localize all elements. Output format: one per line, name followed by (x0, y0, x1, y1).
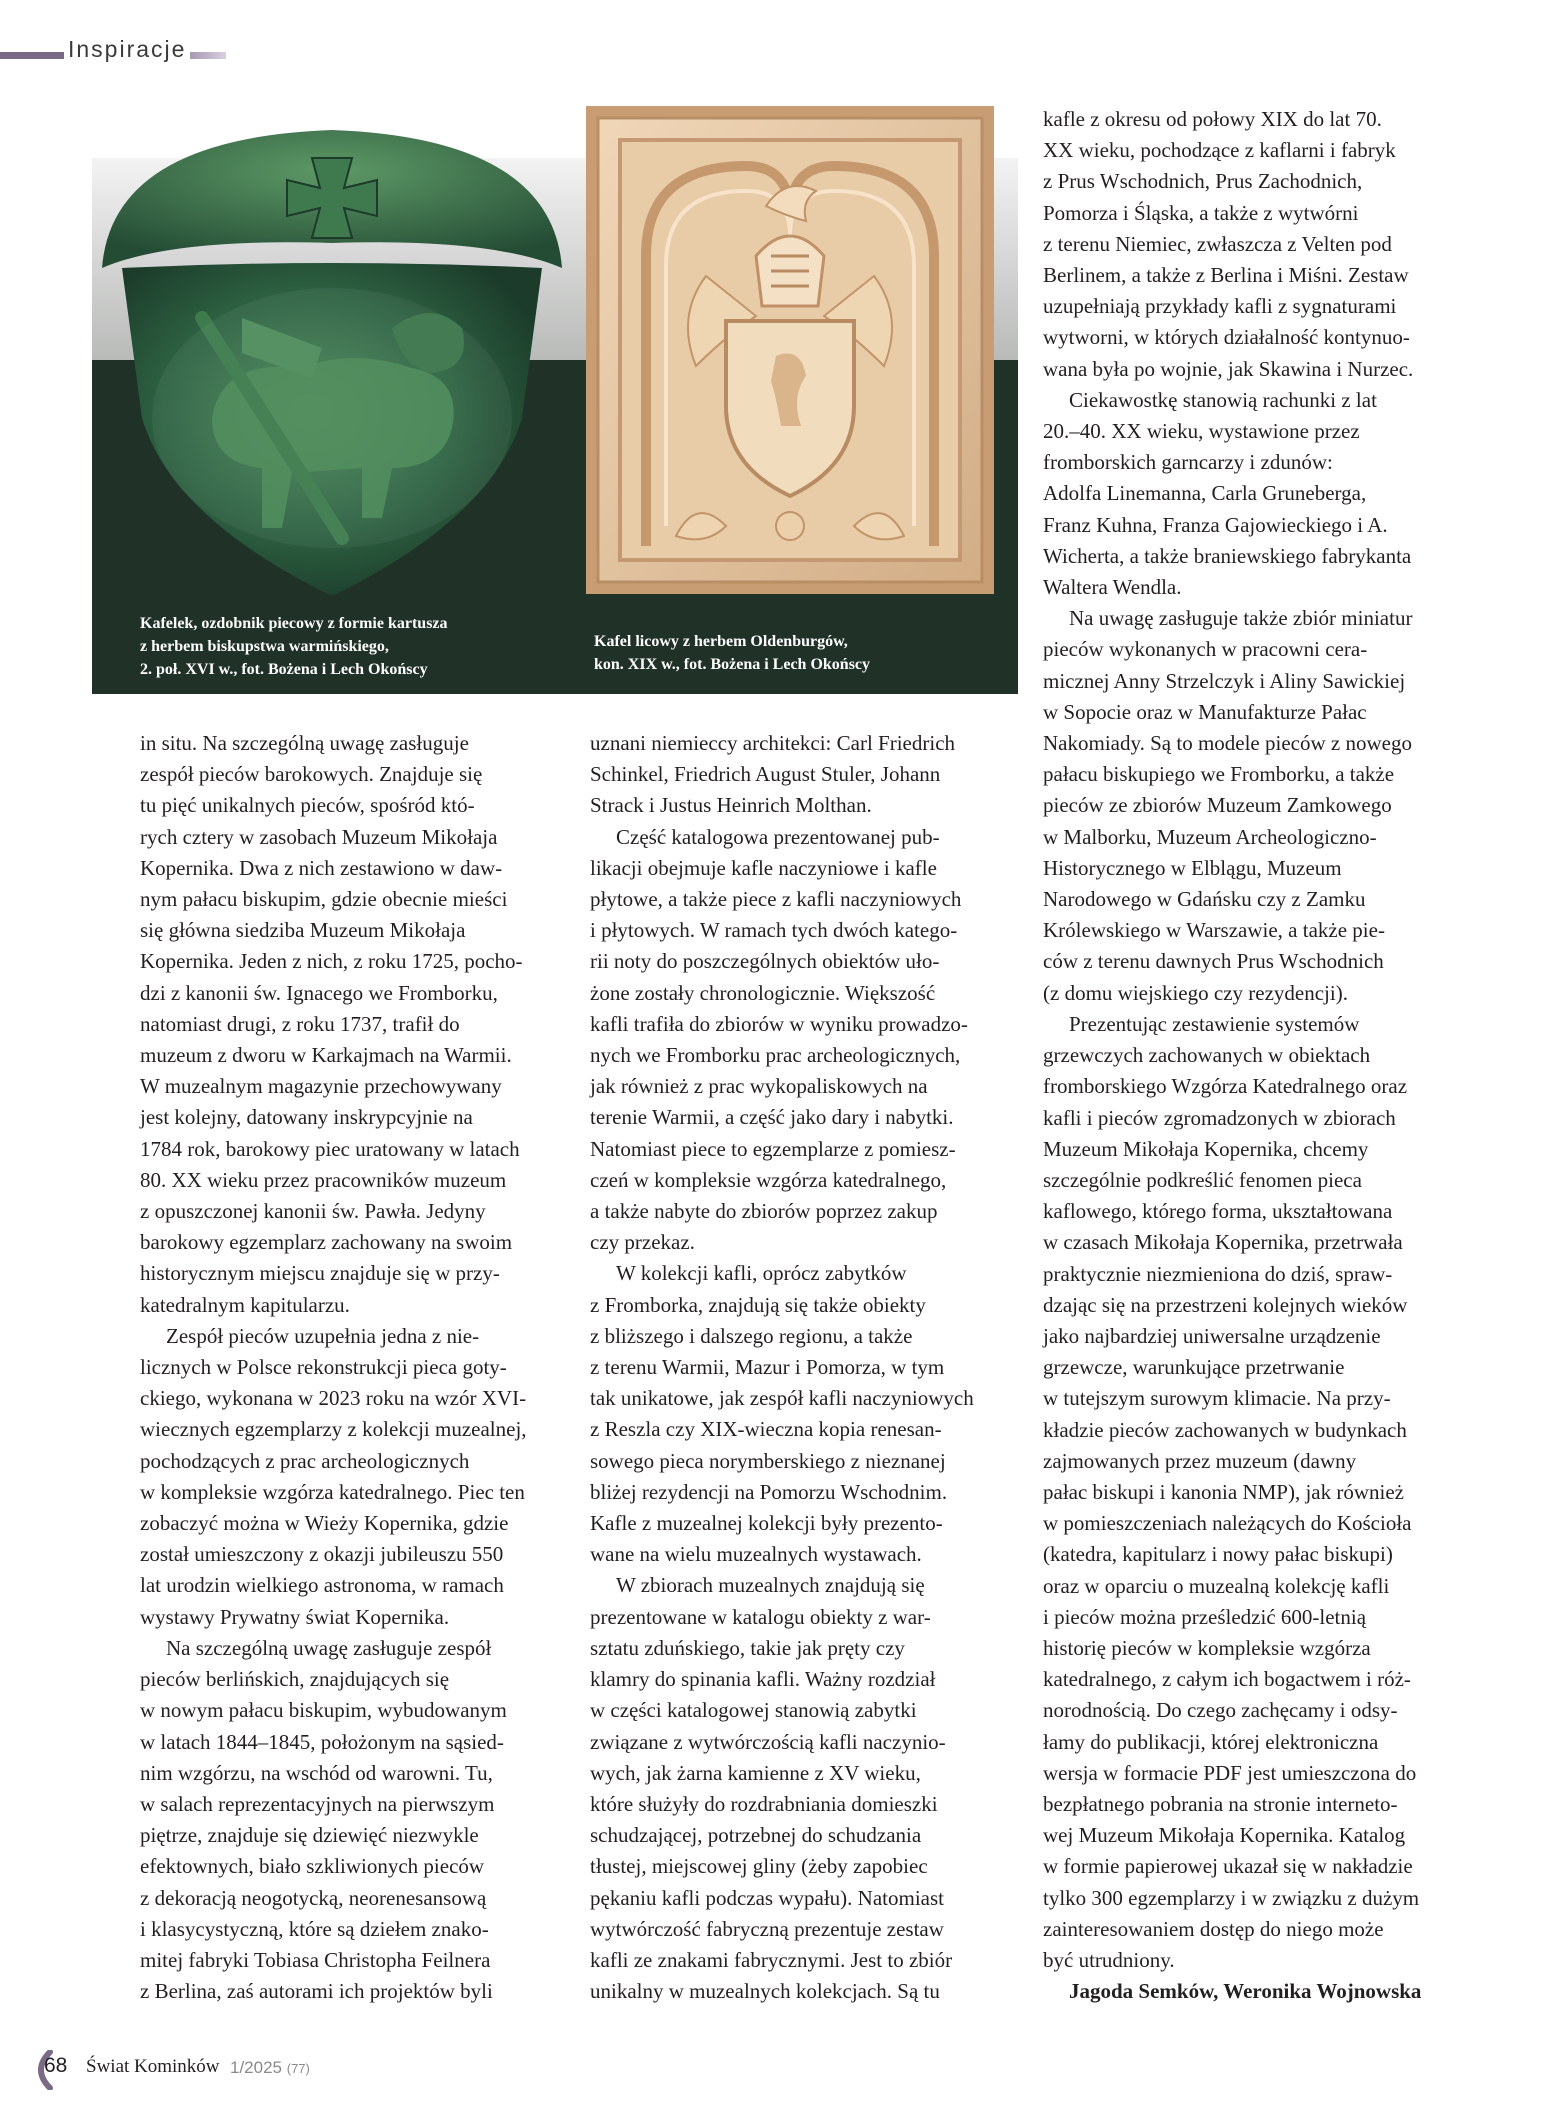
text-line: fromborskiego Wzgórza Katedralnego oraz (1043, 1074, 1408, 1099)
text-line: grzewczych zachowanych w obiektach (1043, 1043, 1371, 1068)
text-line: w części katalogowej stanowią zabytki (590, 1698, 917, 1723)
text-line: schudzającej, potrzebnej do schudzania (590, 1823, 922, 1848)
text-line: kafli trafiła do zbiorów w wyniku prowadzo- (590, 1011, 968, 1036)
text-line: historię pieców w kompleksie wzgórza (1043, 1635, 1371, 1660)
text-line: być utrudniony. (1043, 1947, 1175, 1972)
issue-sequence: (77) (286, 2061, 310, 2076)
text-line: fromborskich garncarzy i zdunów: (1043, 450, 1333, 475)
text-line: Na szczególną uwagę zasługuje zespół (166, 1635, 492, 1660)
text-line: wych, jak żarna kamienne z XV wieku, (590, 1760, 921, 1785)
text-line: historycznym miejscu znajduje się w przy- (140, 1261, 500, 1286)
text-line: Zespół pieców uzupełnia jedna z nie- (166, 1323, 480, 1348)
text-line: wej Muzeum Mikołaja Kopernika. Katalog (1043, 1823, 1406, 1848)
text-line: kładzie pieców zachowanych w budynkach (1043, 1417, 1407, 1442)
text-line: efektownych, biało szkliwionych pieców (140, 1854, 485, 1879)
text-line: kafle z okresu od połowy XIX do lat 70. (1043, 107, 1382, 131)
text-line: w latach 1844–1845, położonym na sąsied- (140, 1729, 504, 1754)
text-line: Franz Kuhna, Franza Gajowieckiego i A. (1043, 512, 1388, 537)
text-line: uznani niemieccy architekci: Carl Friedrich (590, 731, 956, 755)
text-line: prezentowane w katalogu obiekty z war- (590, 1604, 931, 1629)
text-line: grzewcze, warunkujące przetrwanie (1043, 1355, 1345, 1380)
text-line: łamy do publikacji, której elektroniczna (1043, 1729, 1379, 1754)
article-authors: Jagoda Semków, Weronika Wojnowska (1069, 1979, 1422, 2004)
text-line: terenie Warmii, a część jako dary i nabytki. (590, 1105, 954, 1130)
magazine-name: Świat Kominków (86, 2056, 220, 2077)
text-line: W kolekcji kafli, oprócz zabytków (616, 1261, 907, 1286)
text-line: muzeum z dworu w Karkajmach na Warmii. (140, 1043, 512, 1068)
text-line: kaflowego, którego forma, ukształtowana (1043, 1199, 1393, 1224)
text-line: czy przekaz. (590, 1230, 695, 1255)
text-line: mitej fabryki Tobiasa Christopha Feilnera (140, 1947, 491, 1972)
text-line: Strack i Justus Heinrich Molthan. (590, 793, 872, 818)
text-line: pochodzących z prac archeologicznych (140, 1448, 470, 1473)
text-line: 80. XX wieku przez pracowników muzeum (140, 1167, 507, 1192)
text-column-3 (1043, 104, 1421, 2007)
text-line: kafli ze znakami fabrycznymi. Jest to zbiór (590, 1947, 953, 1972)
caption-right (594, 630, 974, 676)
text-line: bezpłatnego pobrania na stronie interneto- (1043, 1791, 1398, 1816)
photo-green-cartouche-tile (92, 118, 572, 598)
text-line: natomiast drugi, z roku 1737, trafił do (140, 1011, 460, 1036)
text-line: z dekoracją neogotycką, neorenesansową (140, 1885, 487, 1910)
text-line: Kafle z muzealnej kolekcji były prezento- (590, 1511, 943, 1536)
text-line: tu pięć unikalnych pieców, spośród któ- (140, 793, 475, 818)
text-line: z Prus Wschodnich, Prus Zachodnich, (1043, 169, 1363, 194)
text-line: pieców ze zbiorów Muzeum Zamkowego (1043, 793, 1392, 818)
text-line: ckiego, wykonana w 2023 roku na wzór XVI- (140, 1386, 527, 1411)
text-line: z bliższego i dalszego regionu, a także (590, 1323, 913, 1348)
text-line: lat urodzin wielkiego astronoma, w ramach (140, 1573, 504, 1598)
text-line: Nakomiady. Są to modele pieców z nowego (1043, 731, 1412, 756)
text-line: tylko 300 egzemplarzy i w związku z dużym (1043, 1885, 1420, 1910)
caption-line: kon. XIX w., fot. Bożena i Lech Okońscy (594, 656, 871, 673)
text-line: Narodowego w Gdańsku czy z Zamku (1043, 887, 1366, 912)
text-line: w tutejszym surowym klimacie. Na przy- (1043, 1386, 1391, 1411)
text-line: (z domu wiejskiego czy rezydencji). (1043, 980, 1348, 1005)
text-line: czeń w kompleksie wzgórza katedralnego, (590, 1167, 947, 1192)
text-line: Część katalogowa prezentowanej pub- (616, 824, 940, 849)
text-line: katedralnego, z całym ich bogactwem i róż- (1043, 1667, 1411, 1692)
text-line: w czasach Mikołaja Kopernika, przetrwała (1043, 1230, 1403, 1255)
text-line: pękaniu kafli podczas wypału). Natomiast (590, 1885, 944, 1910)
text-line: z terenu Warmii, Mazur i Pomorza, w tym (590, 1355, 945, 1380)
text-line: licznych w Polsce rekonstrukcji pieca goty- (140, 1355, 507, 1380)
text-line: in situ. Na szczególną uwagę zasługuje (140, 731, 469, 755)
text-line: Ciekawostkę stanowią rachunki z lat (1069, 387, 1377, 412)
text-line: w pomieszczeniach należących do Kościoła (1043, 1511, 1412, 1536)
text-line: micznej Anny Strzelczyk i Aliny Sawickiej (1043, 668, 1406, 693)
text-line: w kompleksie wzgórza katedralnego. Piec ten (140, 1479, 525, 1504)
text-line: praktycznie niezmieniona do dziś, spraw- (1043, 1261, 1393, 1286)
text-line: Pomorza i Śląska, a także z wytwórni (1043, 200, 1359, 225)
text-line: tak unikatowe, jak zespół kafli naczyniowych (590, 1386, 974, 1411)
text-line: nym pałacu biskupim, gdzie obecnie mieści (140, 887, 508, 912)
text-line: z Fromborka, znajdują się także obiekty (590, 1292, 926, 1317)
text-line: bliżej rezydencji na Pomorzu Wschodnim. (590, 1479, 948, 1504)
text-line: zobaczyć można w Wieży Kopernika, gdzie (140, 1511, 509, 1536)
text-line: nych we Fromborku prac archeologicznych, (590, 1043, 961, 1068)
text-line: szczególnie podkreślić fenomen pieca (1043, 1167, 1362, 1192)
text-line: żone zostały chronologicznie. Większość (590, 980, 936, 1005)
page-number: 68 (44, 2054, 68, 2077)
text-line: Historycznego w Elblągu, Muzeum (1043, 855, 1342, 880)
text-line: zespół pieców barokowych. Znajduje się (140, 762, 483, 787)
text-line: Natomiast piece to egzemplarze z pomiesz- (590, 1136, 956, 1161)
text-line: tłustej, miejscowej gliny (żeby zapobiec (590, 1854, 928, 1879)
text-line: Prezentując zestawienie systemów (1069, 1011, 1360, 1036)
text-line: jest kolejny, datowany inskrypcyjnie na (140, 1105, 473, 1130)
text-line: sztatu zduńskiego, takie jak pręty czy (590, 1635, 905, 1660)
caption-line: z herbem biskupstwa warmińskiego, (140, 638, 389, 655)
text-line: Królewskiego w Warszawie, a także pie- (1043, 918, 1385, 943)
text-line: sowego pieca norymberskiego z nieznanej (590, 1448, 946, 1473)
photo-beige-relief-tile (586, 106, 994, 594)
text-line: i pieców można prześledzić 600-letnią (1043, 1604, 1367, 1629)
text-line: kafli i pieców zgromadzonych w zbiorach (1043, 1105, 1396, 1130)
text-line: w Sopocie oraz w Manufakturze Pałac (1043, 699, 1367, 724)
text-line: z Reszla czy XIX-wieczna kopia renesan- (590, 1417, 942, 1442)
text-line: wytwórczość fabryczną prezentuje zestaw (590, 1916, 944, 1941)
text-line: jako najbardziej uniwersalne urządzenie (1043, 1323, 1381, 1348)
header-accent-bar (0, 52, 64, 59)
text-line: wystawy Prywatny świat Kopernika. (140, 1604, 450, 1629)
text-line: wersja w formacie PDF jest umieszczona do (1043, 1760, 1417, 1785)
text-line: likacji obejmuje kafle naczyniowe i kafle (590, 855, 937, 880)
text-line: które służyły do rozdrabniania domieszki (590, 1791, 938, 1816)
text-line: XX wieku, pochodzące z kaflarni i fabryk (1043, 138, 1396, 163)
text-line: oraz w oparciu o muzealną kolekcję kafli (1043, 1573, 1390, 1598)
text-line: dzając się na przestrzeni kolejnych wieków (1043, 1292, 1408, 1317)
text-line: z terenu Niemiec, zwłaszcza z Velten pod (1043, 231, 1392, 256)
text-line: pałac biskupi i kanonia NMP), jak również (1043, 1479, 1404, 1504)
text-line: pałacu biskupiego we Fromborku, a także (1043, 762, 1395, 787)
text-line: Berlinem, a także z Berlina i Miśni. Zestaw (1043, 263, 1409, 288)
text-line: W muzealnym magazynie przechowywany (140, 1074, 502, 1099)
text-line: i płytowych. W ramach tych dwóch katego- (590, 918, 958, 943)
text-line: w formie papierowej ukazał się w nakładzie (1043, 1854, 1413, 1879)
text-line: się główna siedziba Muzeum Mikołaja (140, 918, 466, 943)
text-line: z opuszczonej kanonii św. Pawła. Jedyny (140, 1199, 486, 1224)
text-line: Adolfa Linemanna, Carla Gruneberga, (1043, 481, 1367, 506)
text-line: w nowym pałacu biskupim, wybudowanym (140, 1698, 507, 1723)
text-line: wana była po wojnie, jak Skawina i Nurzec. (1043, 356, 1414, 381)
text-line: pieców berlińskich, znajdujących się (140, 1667, 450, 1692)
text-line: zainteresowaniem dostęp do niego może (1043, 1916, 1384, 1941)
text-line: piętrze, znajduje się dziewięć niezwykle (140, 1823, 479, 1848)
text-column-1 (140, 728, 527, 2007)
text-column-2 (590, 728, 974, 2007)
header-accent-gradient (190, 52, 226, 59)
section-label: Inspiracje (68, 36, 187, 62)
text-line: z Berlina, zaś autorami ich projektów byli (140, 1979, 493, 2004)
text-line: (katedra, kapitularz i nowy pałac biskupi) (1043, 1542, 1393, 1567)
caption-left (140, 612, 560, 681)
text-line: związane z wytwórczością kafli naczynio- (590, 1729, 946, 1754)
text-line: w Malborku, Muzeum Archeologiczno- (1043, 824, 1377, 849)
text-line: jak również z prac wykopaliskowych na (590, 1074, 928, 1099)
text-line: 20.–40. XX wieku, wystawione przez (1043, 419, 1360, 444)
text-line: Waltera Wendla. (1043, 575, 1182, 600)
text-line: ców z terenu dawnych Prus Wschodnich (1043, 949, 1384, 974)
text-line: katedralnym kapitularzu. (140, 1292, 350, 1317)
text-line: w salach reprezentacyjnych na pierwszym (140, 1791, 495, 1816)
text-line: zajmowanych przez muzeum (dawny (1043, 1448, 1357, 1473)
text-line: W zbiorach muzealnych znajdują się (616, 1573, 925, 1598)
issue-number: 1/2025 (230, 2058, 282, 2077)
text-line: barokowy egzemplarz zachowany na swoim (140, 1230, 513, 1255)
text-line: 1784 rok, barokowy piec uratowany w latach (140, 1136, 520, 1161)
text-line: nim wzgórzu, na wschód od warowni. Tu, (140, 1760, 493, 1785)
text-line: został umieszczony z okazji jubileuszu 550 (140, 1542, 504, 1567)
caption-line: 2. poł. XVI w., fot. Bożena i Lech Okońscy (140, 661, 428, 678)
text-line: Muzeum Mikołaja Kopernika, chcemy (1043, 1136, 1369, 1161)
text-line: Schinkel, Friedrich August Stuler, Johann (590, 762, 941, 787)
caption-line: Kafelek, ozdobnik piecowy z formie kartusza (140, 615, 448, 632)
issue-label (230, 2058, 310, 2078)
text-line: klamry do spinania kafli. Ważny rozdział (590, 1667, 936, 1692)
text-line: rii noty do poszczególnych obiektów uło- (590, 949, 940, 974)
text-line: Na uwagę zasługuje także zbiór miniatur (1069, 606, 1413, 631)
text-line: Kopernika. Dwa z nich zestawiono w daw- (140, 855, 503, 880)
text-line: Kopernika. Jeden z nich, z roku 1725, pocho- (140, 949, 523, 974)
text-line: wytworni, w których działalność kontynuo- (1043, 325, 1410, 350)
text-line: dzi z kanonii św. Ignacego we Fromborku, (140, 980, 498, 1005)
text-line: i klasycystyczną, które są dziełem znako- (140, 1916, 489, 1941)
text-line: norodnością. Do czego zachęcamy i odsy- (1043, 1698, 1398, 1723)
text-line: płytowe, a także piece z kafli naczyniowych (590, 887, 962, 912)
text-line: unikalny w muzealnych kolekcjach. Są tu (590, 1979, 940, 2004)
text-line: rych cztery w zasobach Muzeum Mikołaja (140, 824, 498, 849)
text-line: wiecznych egzemplarzy z kolekcji muzealnej, (140, 1417, 527, 1442)
text-line: Wicherta, a także braniewskiego fabrykanta (1043, 543, 1412, 568)
text-line: pieców wykonanych w pracowni cera- (1043, 637, 1368, 662)
text-line: a także nabyte do zbiorów poprzez zakup (590, 1199, 938, 1224)
text-line: uzupełniają przykłady kafli z sygnaturami (1043, 294, 1397, 319)
caption-line: Kafel licowy z herbem Oldenburgów, (594, 633, 848, 650)
text-line: wane na wielu muzealnych wystawach. (590, 1542, 922, 1567)
